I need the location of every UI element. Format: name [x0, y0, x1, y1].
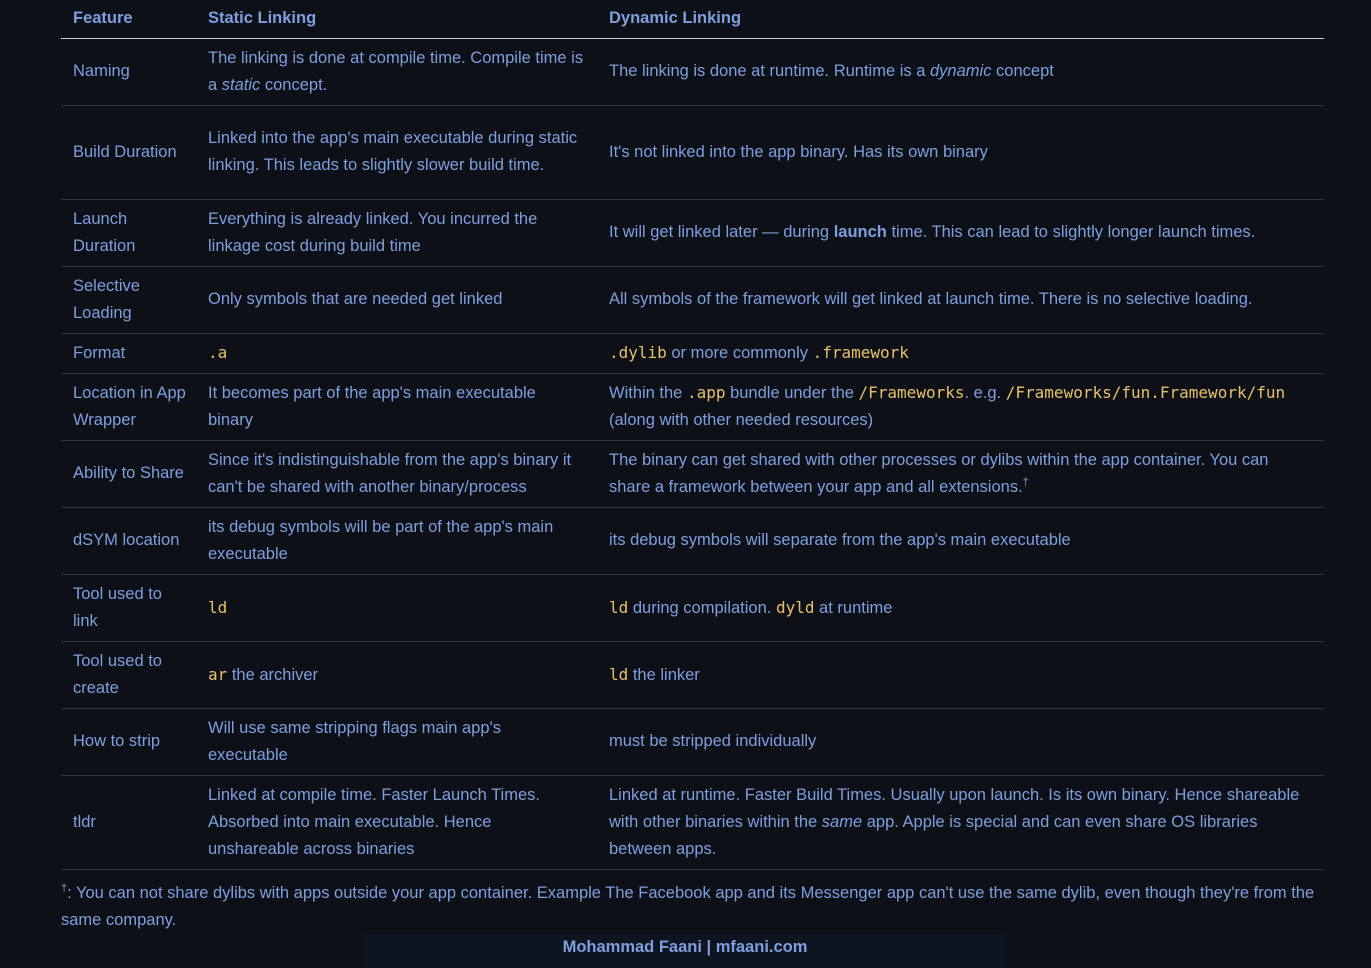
cell-text: Everything is already linked. You incurred the linkage cost during build time — [208, 209, 538, 255]
cell-dynamic-linking — [597, 574, 1324, 641]
cell-text: The binary can get shared with other processes or dylibs within the app container. You can share a framework between your app and all extensions. — [609, 450, 1269, 496]
cell-text: The linking is done at compile time. Compile time is a — [208, 48, 584, 94]
cell-static-linking — [196, 199, 597, 266]
footnote-marker: † — [61, 882, 68, 895]
cell-text: app. Apple is special and can even share OS libraries between apps. — [609, 812, 1258, 858]
cell-static-linking — [196, 507, 597, 574]
cell-text: Linked at runtime. Faster Build Times. Usually upon launch. Is its own binary. Hence shareable with other binaries within the — [609, 785, 1300, 831]
cell-text: (along with other needed resources) — [609, 411, 874, 429]
table-row — [61, 38, 1324, 105]
table-row — [61, 574, 1324, 641]
cell-text: It becomes part of the app's main executable binary — [208, 383, 536, 429]
cell-feature: Naming — [61, 38, 196, 105]
cell-dynamic-linking — [597, 199, 1324, 266]
table-row — [61, 333, 1324, 373]
inline-code: .a — [208, 343, 228, 362]
cell-text: concept. — [260, 75, 328, 94]
inline-code: /Frameworks — [858, 383, 965, 402]
cell-feature: Tool used to create — [61, 641, 196, 708]
inline-code: .dylib — [609, 343, 667, 362]
cell-dynamic-linking — [597, 641, 1324, 708]
table-row — [61, 507, 1324, 574]
header-dynamic-linking: Dynamic Linking — [597, 0, 1324, 38]
cell-static-linking — [196, 775, 597, 869]
header-feature: Feature — [61, 0, 196, 38]
cell-static-linking — [196, 440, 597, 507]
cell-dynamic-linking — [597, 266, 1324, 333]
cell-text: launch — [833, 223, 887, 241]
cell-dynamic-linking — [597, 507, 1324, 574]
cell-feature: Location in App Wrapper — [61, 373, 196, 440]
inline-code: .app — [686, 383, 726, 402]
cell-feature: Build Duration — [61, 105, 196, 199]
cell-text: its debug symbols will be part of the app's main executable — [208, 517, 554, 563]
cell-text: the linker — [628, 665, 700, 684]
cell-feature: Format — [61, 333, 196, 373]
cell-dynamic-linking — [597, 105, 1324, 199]
cell-text: static — [221, 75, 261, 94]
cell-text: The linking is done at runtime. Runtime is a — [609, 62, 930, 80]
cell-text: or more commonly — [666, 344, 813, 362]
cell-dynamic-linking — [597, 38, 1324, 105]
cell-text: All symbols of the framework will get linked at launch time. There is no selective loading. — [609, 290, 1253, 308]
linking-comparison-table — [61, 0, 1324, 870]
cell-dynamic-linking — [597, 775, 1324, 869]
cell-feature: dSYM location — [61, 507, 196, 574]
table-row — [61, 775, 1324, 869]
cell-text: Within the — [609, 384, 687, 402]
author-credit: Mohammad Faani | mfaani.com — [365, 934, 1005, 968]
cell-dynamic-linking — [597, 373, 1324, 440]
cell-text: during compilation. — [628, 598, 776, 617]
table-header-row — [61, 0, 1324, 38]
table-row — [61, 199, 1324, 266]
footnote — [61, 880, 1324, 934]
cell-text: at runtime — [814, 598, 893, 617]
cell-text: dynamic — [930, 62, 992, 80]
comparison-table-container — [61, 0, 1324, 870]
cell-dynamic-linking — [597, 708, 1324, 775]
cell-text: Since it's indistinguishable from the app's binary it can't be shared with another binary/process — [208, 450, 572, 496]
cell-static-linking — [196, 574, 597, 641]
cell-static-linking — [196, 708, 597, 775]
cell-text: Will use same stripping flags main app's executable — [208, 718, 501, 764]
cell-static-linking — [196, 105, 597, 199]
table-body — [61, 38, 1324, 869]
table-row — [61, 641, 1324, 708]
cell-text: Linked into the app's main executable during static linking. This leads to slightly slower build time. — [208, 129, 578, 174]
cell-feature: Tool used to link — [61, 574, 196, 641]
cell-static-linking — [196, 38, 597, 105]
cell-static-linking — [196, 641, 597, 708]
inline-code: /Frameworks/fun.Framework/fun — [1005, 383, 1286, 402]
cell-text: bundle under the — [725, 384, 859, 402]
cell-feature: Selective Loading — [61, 266, 196, 333]
cell-text: Only symbols that are needed get linked — [208, 290, 503, 308]
table-row — [61, 440, 1324, 507]
cell-static-linking — [196, 373, 597, 440]
cell-static-linking — [196, 266, 597, 333]
cell-static-linking — [196, 333, 597, 373]
inline-code: ar — [208, 664, 228, 684]
cell-feature: Ability to Share — [61, 440, 196, 507]
inline-code: ld — [609, 664, 629, 684]
cell-text: concept — [991, 62, 1054, 80]
inline-code: ld — [609, 597, 629, 617]
inline-code: dyld — [775, 597, 815, 617]
inline-code: ld — [208, 597, 228, 617]
table-row — [61, 105, 1324, 199]
cell-text: same — [821, 812, 863, 831]
footnote-ref: † — [1022, 476, 1029, 488]
inline-code: .framework — [812, 343, 909, 362]
cell-text: its debug symbols will separate from the app's main executable — [609, 531, 1071, 549]
cell-dynamic-linking — [597, 440, 1324, 507]
cell-feature: Launch Duration — [61, 199, 196, 266]
table-row — [61, 266, 1324, 333]
cell-text: . e.g. — [964, 384, 1006, 402]
cell-dynamic-linking — [597, 333, 1324, 373]
cell-feature: How to strip — [61, 708, 196, 775]
footnote-text: : You can not share dylibs with apps outside your app container. Example The Facebook app and its Messenger app can't use the same dylib, even though they're from the same company. — [61, 884, 1315, 929]
cell-text: Linked at compile time. Faster Launch Times. Absorbed into main executable. Hence unshareable across binaries — [208, 785, 540, 858]
cell-feature: tldr — [61, 775, 196, 869]
table-row — [61, 708, 1324, 775]
cell-text: It's not linked into the app binary. Has its own binary — [609, 142, 988, 161]
header-static-linking: Static Linking — [196, 0, 597, 38]
cell-text: the archiver — [227, 665, 319, 684]
table-row — [61, 373, 1324, 440]
cell-text: It will get linked later — during — [609, 223, 834, 241]
cell-text: must be stripped individually — [609, 732, 817, 750]
cell-text: time. This can lead to slightly longer launch times. — [886, 223, 1256, 241]
